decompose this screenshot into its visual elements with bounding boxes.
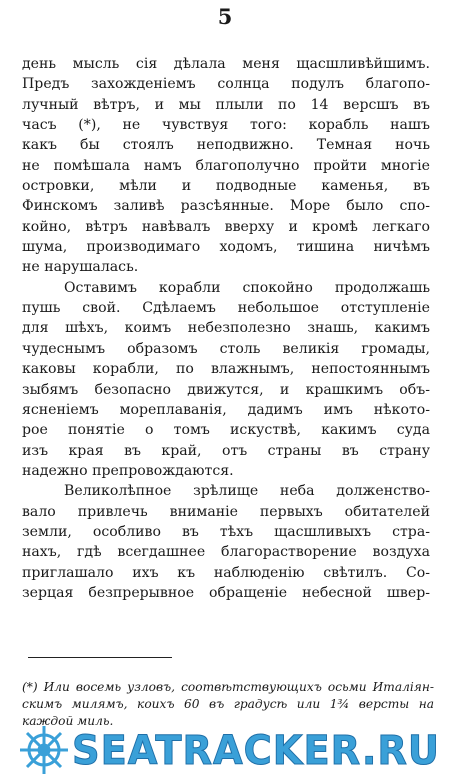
text-line: ясненіемъ мореплаванія, дадимъ имъ нѣкото- [22,401,430,418]
text-line: Оставимъ корабли спокойно продолжашь [64,279,430,296]
text-line: островки, мѣли и подводные каменья, въ [22,178,430,195]
text-line: какъ бы стоялъ неподвижно. Темная ночь [22,137,430,154]
footnote-line: (*) Или восемь узловъ, сооmвѣтствующихъ осьми Италіян- [22,680,434,694]
text-line: нахъ, гдѣ всегдашнее благорастворение воздуха [22,544,430,561]
text-line: Великолѣпное зрѣлище неба долженство- [64,483,430,500]
text-line: зерцая безпрерывное обращеніе небесной швер- [22,584,430,601]
text-line: земли, особливо въ тѣхъ щасшливыхъ стра- [22,523,430,540]
text-line: койно, вѣтръ навѣвалъ вверху и кромѣ легкаго [22,218,430,235]
text-line: рое понятіе о томъ искуствѣ, какимъ суда [22,422,430,439]
paragraph-3 [22,481,430,603]
text-line: Финскомъ заливѣ разсѣянные. Море было спо- [22,198,430,215]
watermark-text: SEATRACKER.RU [72,728,440,774]
text-line: шума, производимаго ходомъ, тишина ничѣмъ [22,239,430,256]
text-line: часъ (*), не чувствуя того: корабль нашъ [22,117,430,134]
text-line: лучный вѣтръ, и мы плыли по 14 версшъ въ [22,96,430,113]
text-line: надежно препровождаются. [22,462,234,479]
footnote-rule [28,657,172,658]
paragraph-2 [22,278,430,481]
watermark-logo [0,712,450,774]
footnote-line: каждой миль. [22,714,114,728]
text-line: не нарушалась. [22,259,139,276]
ship-wheel-icon [20,726,68,774]
paragraph-1 [22,54,430,278]
text-line: изъ края въ край, отъ страны въ страну [22,442,430,459]
text-line: вало привлечь вниманіе первыхъ обитателей [22,503,430,520]
text-line: день мысль сія дѣлала меня щасшливѣйшимъ. [22,56,430,72]
footnote-line: скимъ милямъ, коихъ 60 въ градусѣ или 1¾ версты на [22,697,434,711]
text-line: приглашало ихъ къ наблюденію свѣтилъ. Со- [22,564,430,581]
text-line: каковы корабли, по влажнымъ, непостояннымъ [22,361,430,378]
body-text [22,54,430,603]
text-line: для шѣхъ, коимъ небезполезно знашь, какимъ [22,320,430,337]
text-line: чудеснымъ образомъ столь великія громады, [22,340,430,357]
watermark [0,712,450,774]
text-line: зыбямъ безопасно движутся, и крашкимъ объ- [22,381,430,398]
text-line: пушь свой. Сдѣлаемъ небольшое отступленіе [22,300,430,317]
page-number: 5 [217,4,233,29]
text-line: Предъ захожденіемъ солнца подулъ благопо- [22,76,430,93]
text-line: не помѣшала намъ благополучно пройти многіе [22,157,430,174]
